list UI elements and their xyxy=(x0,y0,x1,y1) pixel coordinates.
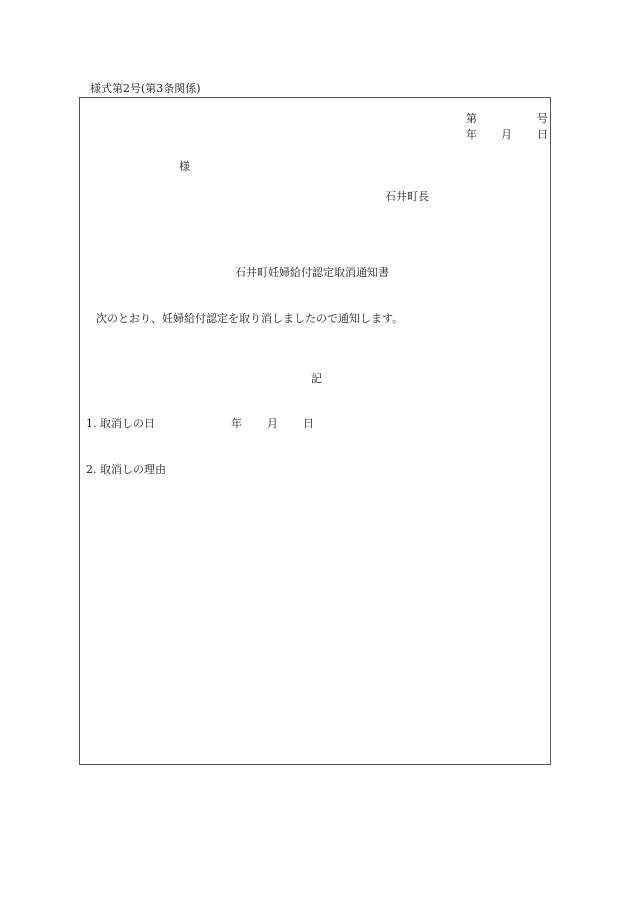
notice-body-text: 次のとおり、妊婦給付認定を取り消しましたので通知します。 xyxy=(96,312,404,325)
notice-frame xyxy=(79,97,551,765)
form-number-caption: 様式第2号(第3条関係) xyxy=(90,82,201,95)
document-number-suffix: 号 xyxy=(537,112,548,125)
issue-date-month: 月 xyxy=(501,128,512,141)
cancellation-reason-label: 2. 取消しの理由 xyxy=(86,463,166,476)
cancellation-date-day: 日 xyxy=(303,417,314,430)
document-number-prefix: 第 xyxy=(466,112,477,125)
addressee-honorific: 様 xyxy=(179,160,190,173)
cancellation-date-year: 年 xyxy=(231,417,242,430)
issue-date-day: 日 xyxy=(537,128,548,141)
cancellation-date-month: 月 xyxy=(267,417,278,430)
ki-heading: 記 xyxy=(311,372,322,385)
cancellation-date-label: 1. 取消しの日 xyxy=(86,417,155,430)
page-bottom-margin xyxy=(0,765,630,903)
issuer-name: 石井町長 xyxy=(385,190,429,203)
issue-date-year: 年 xyxy=(466,128,477,141)
document-title: 石井町妊婦給付認定取消通知書 xyxy=(235,266,389,279)
